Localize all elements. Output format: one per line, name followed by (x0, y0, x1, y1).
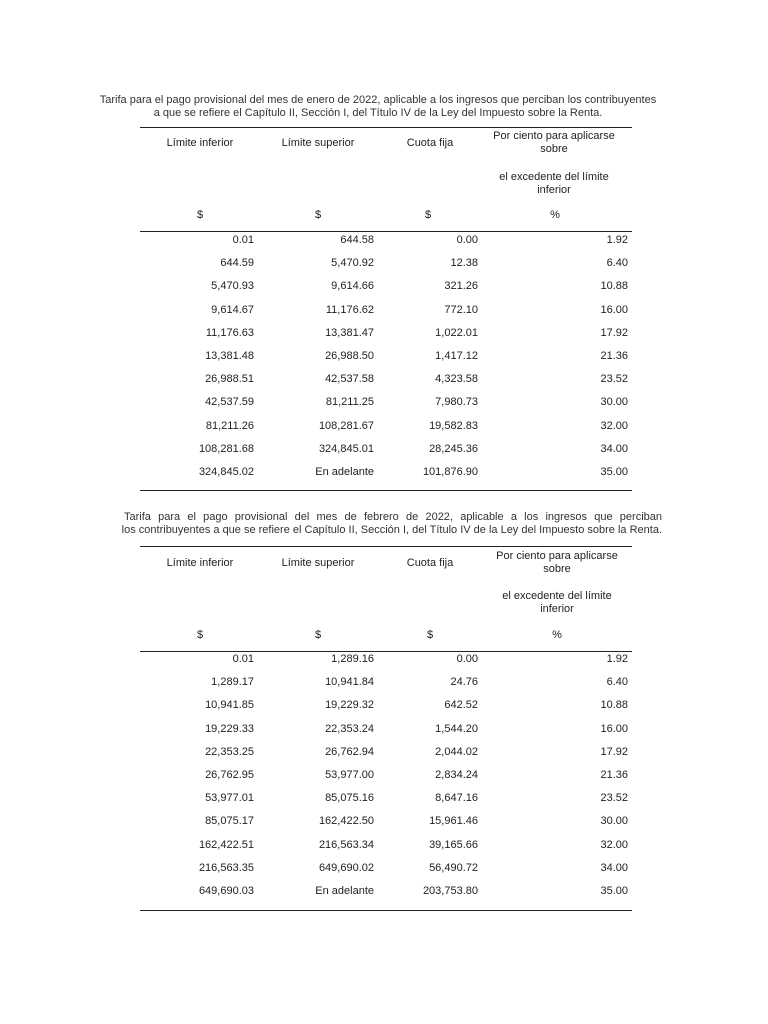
unit-label: $ (424, 209, 432, 221)
table-caption (94, 94, 662, 120)
unit-label: $ (196, 209, 204, 221)
cell-cuota-fija: 2,834.24 (435, 769, 478, 781)
header-limite-superior: Límite superior (281, 557, 355, 569)
cell-limite-superior: 649,690.02 (318, 862, 374, 874)
cell-cuota-fija: 321.26 (444, 280, 478, 292)
cell-por-ciento: 1.92 (606, 653, 628, 665)
table-caption (94, 511, 662, 537)
cell-cuota-fija: 1,022.01 (435, 327, 478, 339)
cell-limite-superior: 26,988.50 (325, 350, 374, 362)
unit-label: % (550, 209, 560, 221)
cell-por-ciento: 21.36 (600, 350, 628, 362)
table-header-rule (140, 231, 632, 232)
unit-label: $ (196, 629, 204, 641)
cell-limite-superior: 9,614.66 (331, 280, 374, 292)
cell-limite-superior: 42,537.58 (325, 373, 374, 385)
cell-limite-inferior: 5,470.93 (211, 280, 254, 292)
header-line: inferior (537, 184, 571, 196)
header-por-ciento (484, 550, 630, 576)
unit-label: $ (314, 629, 322, 641)
cell-cuota-fija: 642.52 (444, 699, 478, 711)
cell-por-ciento: 34.00 (600, 443, 628, 455)
cell-limite-superior: 162,422.50 (318, 815, 374, 827)
cell-limite-superior: 85,075.16 (325, 792, 374, 804)
cell-limite-superior: En adelante (315, 466, 374, 478)
cell-limite-superior: 81,211.25 (325, 396, 374, 408)
cell-limite-inferior: 42,537.59 (205, 396, 254, 408)
cell-cuota-fija: 101,876.90 (422, 466, 478, 478)
cell-por-ciento: 32.00 (600, 839, 628, 851)
cell-por-ciento: 10.88 (600, 699, 628, 711)
table-top-rule (140, 546, 632, 547)
cell-por-ciento: 21.36 (600, 769, 628, 781)
cell-cuota-fija: 2,044.02 (435, 746, 478, 758)
cell-limite-inferior: 108,281.68 (198, 443, 254, 455)
cell-limite-inferior: 85,075.17 (205, 815, 254, 827)
cell-cuota-fija: 7,980.73 (435, 396, 478, 408)
header-line: el excedente del límite (502, 590, 612, 602)
cell-cuota-fija: 0.00 (456, 653, 478, 665)
cell-por-ciento: 34.00 (600, 862, 628, 874)
cell-cuota-fija: 39,165.66 (429, 839, 478, 851)
cell-cuota-fija: 15,961.46 (429, 815, 478, 827)
cell-limite-inferior: 13,381.48 (205, 350, 254, 362)
cell-por-ciento: 16.00 (600, 723, 628, 735)
table-header-rule (140, 651, 632, 652)
cell-limite-inferior: 19,229.33 (205, 723, 254, 735)
cell-por-ciento: 1.92 (606, 234, 628, 246)
cell-limite-superior: 10,941.84 (325, 676, 374, 688)
cell-limite-inferior: 0.01 (232, 653, 254, 665)
cell-por-ciento: 23.52 (600, 792, 628, 804)
cell-limite-superior: 324,845.01 (318, 443, 374, 455)
cell-cuota-fija: 19,582.83 (429, 420, 478, 432)
cell-limite-inferior: 162,422.51 (198, 839, 254, 851)
cell-cuota-fija: 0.00 (456, 234, 478, 246)
cell-limite-inferior: 324,845.02 (198, 466, 254, 478)
header-limite-inferior: Límite inferior (166, 137, 234, 149)
cell-por-ciento: 10.88 (600, 280, 628, 292)
caption-line: Tarifa para el pago provisional del mes de enero de 2022, aplicable a los ingresos que perciban los contribuyentes (99, 94, 657, 106)
table-bottom-rule (140, 910, 632, 911)
header-line: Por ciento para aplicarse (493, 130, 615, 142)
cell-cuota-fija: 772.10 (444, 304, 478, 316)
cell-limite-inferior: 10,941.85 (205, 699, 254, 711)
unit-label: % (552, 629, 562, 641)
cell-limite-inferior: 1,289.17 (211, 676, 254, 688)
cell-por-ciento: 17.92 (600, 327, 628, 339)
cell-limite-superior: 19,229.32 (325, 699, 374, 711)
cell-limite-inferior: 81,211.26 (205, 420, 254, 432)
header-limite-superior: Límite superior (281, 137, 355, 149)
caption-line: Tarifa para el pago provisional del mes de febrero de 2022, aplicable a los ingresos que perciban (124, 511, 662, 523)
header-line: inferior (540, 603, 574, 615)
cell-cuota-fija: 4,323.58 (435, 373, 478, 385)
header-por-ciento-cont (484, 171, 624, 197)
cell-cuota-fija: 203,753.80 (422, 885, 478, 897)
header-cuota-fija: Cuota fija (406, 557, 454, 569)
cell-limite-superior: En adelante (315, 885, 374, 897)
cell-limite-inferior: 644.59 (220, 257, 254, 269)
cell-limite-superior: 11,176.62 (325, 304, 374, 316)
cell-limite-inferior: 26,762.95 (205, 769, 254, 781)
cell-limite-superior: 108,281.67 (318, 420, 374, 432)
cell-limite-inferior: 216,563.35 (198, 862, 254, 874)
header-line: Por ciento para aplicarse (496, 550, 618, 562)
cell-por-ciento: 17.92 (600, 746, 628, 758)
header-line: sobre (540, 143, 568, 155)
cell-limite-superior: 13,381.47 (325, 327, 374, 339)
cell-limite-superior: 5,470.92 (331, 257, 374, 269)
cell-por-ciento: 16.00 (600, 304, 628, 316)
cell-por-ciento: 32.00 (600, 420, 628, 432)
unit-label: $ (426, 629, 434, 641)
cell-cuota-fija: 56,490.72 (429, 862, 478, 874)
cell-limite-inferior: 22,353.25 (205, 746, 254, 758)
cell-por-ciento: 35.00 (600, 885, 628, 897)
cell-cuota-fija: 1,544.20 (435, 723, 478, 735)
header-line: sobre (543, 563, 571, 575)
cell-cuota-fija: 28,245.36 (429, 443, 478, 455)
cell-por-ciento: 23.52 (600, 373, 628, 385)
header-line: el excedente del límite (499, 171, 609, 183)
cell-limite-inferior: 26,988.51 (205, 373, 254, 385)
header-limite-inferior: Límite inferior (166, 557, 234, 569)
cell-por-ciento: 35.00 (600, 466, 628, 478)
unit-label: $ (314, 209, 322, 221)
cell-por-ciento: 6.40 (606, 676, 628, 688)
cell-limite-superior: 26,762.94 (325, 746, 374, 758)
cell-cuota-fija: 24.76 (450, 676, 478, 688)
cell-por-ciento: 30.00 (600, 815, 628, 827)
cell-limite-superior: 22,353.24 (325, 723, 374, 735)
table-top-rule (140, 127, 632, 128)
cell-cuota-fija: 1,417.12 (435, 350, 478, 362)
cell-limite-superior: 216,563.34 (318, 839, 374, 851)
header-por-ciento (484, 130, 624, 156)
cell-limite-inferior: 9,614.67 (211, 304, 254, 316)
cell-limite-superior: 53,977.00 (325, 769, 374, 781)
cell-limite-superior: 644.58 (340, 234, 374, 246)
cell-limite-superior: 1,289.16 (331, 653, 374, 665)
header-cuota-fija: Cuota fija (406, 137, 454, 149)
cell-limite-inferior: 53,977.01 (205, 792, 254, 804)
cell-cuota-fija: 8,647.16 (435, 792, 478, 804)
caption-line: a que se refiere el Capítulo II, Sección I, del Título IV de la Ley del Impuesto sobre la Renta. (153, 107, 603, 119)
cell-limite-inferior: 11,176.63 (205, 327, 254, 339)
cell-cuota-fija: 12.38 (450, 257, 478, 269)
cell-limite-inferior: 0.01 (232, 234, 254, 246)
cell-por-ciento: 6.40 (606, 257, 628, 269)
caption-line: los contribuyentes a que se refiere el Capítulo II, Sección I, del Título IV de la Ley del Impuesto sobre la Renta. (121, 524, 662, 536)
cell-limite-inferior: 649,690.03 (198, 885, 254, 897)
header-por-ciento-cont (484, 590, 630, 616)
table-bottom-rule (140, 490, 632, 491)
cell-por-ciento: 30.00 (600, 396, 628, 408)
